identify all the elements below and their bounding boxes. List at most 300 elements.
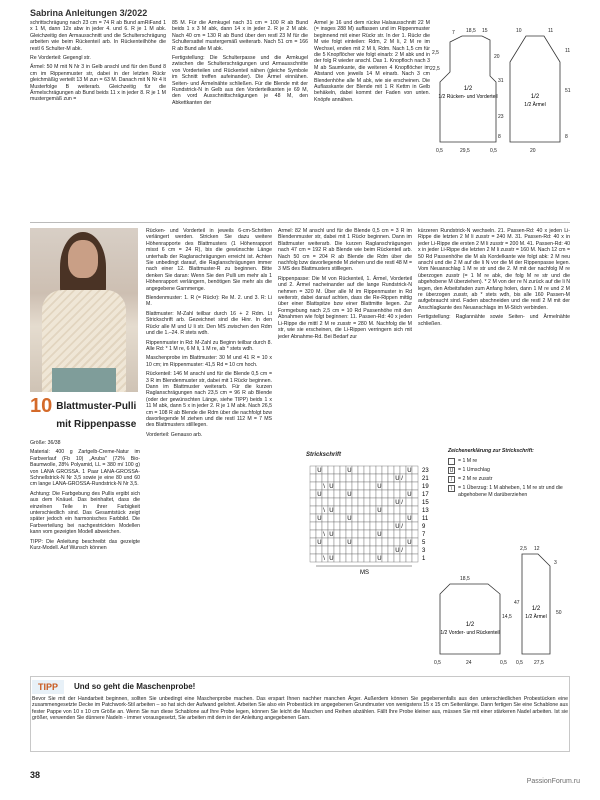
paragraph: 85 M. Für die Armkugel nach 31 cm = 100 R ab Bund beids 1 x 3 M abk, dann 14 x in jeder 2. R je 2 M abk. Nach 40 cm = 130 R ab Bund über den restl 23 M für die Schultersattel mustergemäß weiterarb. Nach 51 cm = 166 R ab Bund alle M abk.	[172, 20, 308, 52]
chart-cell	[346, 554, 352, 562]
chart-symbol: U	[377, 484, 382, 491]
chart-cell	[364, 514, 370, 522]
chart-cell	[316, 530, 322, 538]
chart-cell	[364, 482, 370, 490]
chart-cell	[382, 522, 388, 530]
chart-cell	[406, 546, 412, 554]
chart-cell	[310, 546, 316, 554]
bottom-spacer	[278, 582, 412, 672]
chart-cell	[352, 554, 358, 562]
dim: 50	[556, 610, 562, 616]
dim: 18,5	[460, 576, 470, 582]
chart-symbol: U	[377, 556, 382, 563]
chart-symbol: U	[377, 508, 382, 515]
yarn-over-symbol-icon: U	[449, 467, 454, 474]
model-photo	[30, 228, 138, 392]
chart-cell	[382, 554, 388, 562]
chart-cell	[376, 466, 382, 474]
paragraph: Ärmel je 16 und dem rückw Halsausschnitt 22 M (= insges 288 M) auffassen und im Rippenmuster beginnend mit einer Rückr str. In der 1. Rückr die M wie folgt einteilen: Rdm, 2 M li, 2 M re im Wechsel, enden mit 2 M li, Rdm. Nach 1,5 cm für die 5 Knopflöcher wie folgt einarb: 2 M abk und in der folg R wieder anschl. Das 1. Knopfloch nach 3 M ab Saumkante, die weiteren 4 Knopflöcher im Abstand von jeweils 14 M einarb. Nach 3 cm Blendenhöhe alle M abk, wie sie erscheinen. Die Auflasskante der Blende mit 1 R Kettm in Gelb behäkeln, dabei kommt der Faden von unten. Knöpfe annähen.	[314, 20, 430, 103]
legend-text: = 1 M re	[458, 458, 478, 465]
chart-cell	[334, 466, 340, 474]
chart-cell	[310, 498, 316, 506]
chart-cell	[388, 530, 394, 538]
paragraph: Rippenpasse: Die M von Rückenteil, 1. Ärmel, Vorderteil und 2. Ärmel nacheinander auf die lange Rundstrick-N nehmen = 320 M. Über alle M im Rippenmuster in Rd weiterstr, dabei darauf achten, dass die Re-Rippen mittig über einer Blattspitze bzw einer Blattmitte liegen. Zur Formgebung nach 2,5 cm = 10 Rd Passenhöhe mit den Abnahmen wie folgt beginnen: 11. Passen-Rd: 40 x jeden Li-Rippe die mittl 2 M re zusstr = 280 M. Nachfolg die M str, wie sie erscheinen, die Li-Rippen verringern sich mit jeder Abnahme-Rd. Bei Bedarf zur	[278, 275, 412, 340]
chart-cell	[328, 474, 334, 482]
chart-cell	[382, 538, 388, 546]
chart-cell	[364, 538, 370, 546]
chart-cell	[406, 554, 412, 562]
tip-text: Bevor Sie mit der Handarbeit beginnen, sollten Sie unbedingt eine Maschenprobe machen. Das erspart Ihnen nachher manchen Ärger. Außerdem können Sie gegebenenfalls aus den unterschiedlichen Probestücken eine zusammengesetzte Decke im Patchwork-Stil arbeiten – so hat sich der Aufwand gelohnt. Arbeiten Sie also ein Probestück im angegebenen Grundmuster von wenigstens 15 x 15 cm Seitenlänge. Dann fertigen Sie eine Schablone aus fester Pappe von 10 x 10 cm Größe an. Wenn Sie nun diese Schablone auf Ihre Probe legen, können Sie leicht die Maschen und Reihen abzählen. Fällt Ihre Probe kleiner aus, müssen Sie mit einer stärkeren Nadel arbeiten. Ist sie größer, verwenden Sie dünnere Nadeln - immer vorausgesetzt, Sie arbeiten mit dem in der Anleitung angegebenen Garn.	[32, 696, 568, 722]
chart-symbol: \	[323, 556, 325, 563]
chart-cell	[412, 554, 418, 562]
chart-cell	[388, 490, 394, 498]
chart-cell	[388, 482, 394, 490]
chart-cell	[388, 538, 394, 546]
chart-row-label: 13	[422, 508, 429, 514]
chart-symbol: U	[395, 500, 400, 507]
chart-cell	[322, 490, 328, 498]
schematic-top	[430, 22, 580, 182]
chart-cell	[358, 490, 364, 498]
project-name: Blattmuster-Pulli mit Rippenpasse	[56, 401, 137, 430]
chart-cell	[310, 474, 316, 482]
chart-cell	[322, 474, 328, 482]
dim: 18,5	[466, 28, 476, 34]
chart-cell	[412, 514, 418, 522]
chart-row-label: 1	[422, 556, 426, 562]
chart-cell	[334, 538, 340, 546]
dim: 0,5	[500, 660, 507, 666]
dim: 15	[482, 28, 488, 34]
chart-cell	[406, 530, 412, 538]
chart-symbol: U	[347, 492, 352, 499]
chart-cell	[370, 506, 376, 514]
chart-cell	[340, 466, 346, 474]
chart-cell	[334, 490, 340, 498]
chart-symbol: U	[329, 484, 334, 491]
chart-cell	[400, 554, 406, 562]
chart-cell	[382, 498, 388, 506]
chart-cell	[370, 466, 376, 474]
legend-item	[448, 458, 570, 465]
chart-cell	[370, 474, 376, 482]
chart-cell	[412, 546, 418, 554]
chart-cell	[334, 514, 340, 522]
chart-cell	[358, 530, 364, 538]
chart-cell	[394, 514, 400, 522]
instructions-column-2	[278, 228, 412, 448]
chart-cell	[370, 522, 376, 530]
chart-cell	[352, 546, 358, 554]
chart-cell	[370, 490, 376, 498]
project-number: 10	[30, 395, 53, 417]
chart-cell	[340, 490, 346, 498]
chart-cell	[334, 530, 340, 538]
chart-cell	[316, 474, 322, 482]
page-number: 38	[30, 770, 41, 780]
chart-symbol: U	[407, 492, 412, 499]
body-label: 1/2	[465, 622, 475, 628]
chart-cell	[400, 538, 406, 546]
chart-cell	[406, 474, 412, 482]
chart-cell	[346, 482, 352, 490]
chart-cell	[328, 498, 334, 506]
paragraph: Fertigstellung: Die Schulterpasse und die Armkugel zwischen die Schulterschrägungen und Armausschnitte von Vorderteilen und Rückenteil nähen (gleiche Symbole im Schnitt treffen aufeinander). Die Ärmel einnähen. Seiten- und Ärmelnähte schließen. Für die Blende mit der Rundstrick-N in Gelb aus den Vorderteilkanten je 69 M, den vord Ausschnittschrägungen je 48 M, den Abkettkanten der	[172, 55, 308, 106]
dim: 7	[452, 30, 455, 36]
chart-cell	[352, 474, 358, 482]
chart-cell	[388, 514, 394, 522]
instructions-column-1	[146, 228, 272, 672]
chart-symbol: U	[329, 532, 334, 539]
chart-cell	[376, 474, 382, 482]
chart-cell	[340, 538, 346, 546]
chart-cell	[358, 466, 364, 474]
top-text-column-1	[30, 20, 166, 220]
chart-cell	[316, 546, 322, 554]
chart-cell	[394, 466, 400, 474]
chart-cell	[400, 506, 406, 514]
paragraph: Rückenteil: 146 M anschl und für die Blende 0,5 cm = 3 R im Blendenmuster str, dabei mit 1 Rückr beginnen. Dann im Blattmuster weiterarb. Für die kurzen Raglanschrägungen nach 23,5 cm = 96 R ab Blende (oder der gewünschten Länge, siehe TIPP) beids 1 x 11 M abk, dann 5 x in jeder 2. R je 1 M abk. Nach 26,5 cm = 108 R ab Blende die Rdm über die nachfolgt bzw davorliegende M ziehen und die restl 112 M = 7 MS des Blattmusters stilllegen.	[146, 371, 272, 429]
chart-cell	[370, 482, 376, 490]
chart-cell	[328, 466, 334, 474]
chart-cell	[364, 522, 370, 530]
dim: 11	[548, 28, 554, 34]
chart-row-label: 23	[422, 468, 429, 474]
chart-cell	[310, 554, 316, 562]
sleeve-label: 1/2 Ärmel	[525, 614, 547, 620]
chart-cell	[370, 538, 376, 546]
chart-cell	[328, 546, 334, 554]
dim: 22,5	[430, 66, 440, 72]
chart-cell	[382, 466, 388, 474]
chart-cell	[400, 514, 406, 522]
dim: 0,5	[436, 148, 443, 154]
chart-cell	[340, 554, 346, 562]
chart-cell	[334, 506, 340, 514]
k2tog-symbol-icon: /	[448, 476, 455, 483]
dim: 23	[498, 114, 504, 120]
chart-cell	[370, 514, 376, 522]
chart-cell	[358, 506, 364, 514]
chart-cell	[358, 538, 364, 546]
chart-cell	[340, 530, 346, 538]
chart-row-label: 3	[422, 548, 426, 554]
chart-cell	[334, 554, 340, 562]
chart-symbol: U	[317, 492, 322, 499]
chart-cell	[358, 522, 364, 530]
paragraph: Blattmuster: M-Zahl teilbar durch 16 + 2 Rdm. Lt Strickschrift arb. Gezeichnet sind die Hinr. In den Rückr alle M und U li str. Den MS zwischen den Rdm und die 1.–24. R stets wdh.	[146, 310, 272, 337]
chart-symbol: /	[401, 500, 403, 507]
chart-symbol: U	[407, 540, 412, 547]
chart-cell	[382, 490, 388, 498]
chart-cell	[334, 522, 340, 530]
chart-cell	[340, 514, 346, 522]
chart-symbol: U	[395, 548, 400, 555]
chart-cell	[388, 522, 394, 530]
chart-cell	[394, 530, 400, 538]
chart-cell	[400, 530, 406, 538]
chart-cell	[352, 482, 358, 490]
chart-cell	[370, 530, 376, 538]
chart-cell	[376, 522, 382, 530]
chart-cell	[412, 506, 418, 514]
chart-cell	[382, 530, 388, 538]
paragraph: Fertigstellung: Raglannähte sowie Seiten- und Ärmelnähte schließen.	[418, 314, 570, 327]
chart-cell	[334, 546, 340, 554]
chart-symbol: /	[401, 476, 403, 483]
chart-cell	[388, 498, 394, 506]
chart-cell	[412, 482, 418, 490]
chart-cell	[376, 514, 382, 522]
chart-cell	[364, 546, 370, 554]
chart-cell	[316, 522, 322, 530]
chart-cell	[376, 498, 382, 506]
chart-cell	[328, 538, 334, 546]
legend-item	[448, 467, 570, 474]
chart-symbol: U	[347, 540, 352, 547]
chart-cell	[382, 506, 388, 514]
instructions-column-3	[418, 228, 570, 448]
chart-cell	[370, 546, 376, 554]
chart-cell	[352, 490, 358, 498]
chart-cell	[340, 482, 346, 490]
dim: 51	[565, 88, 571, 94]
chart-cell	[358, 474, 364, 482]
chart-cell	[388, 506, 394, 514]
paragraph: schrittschrägung nach 23 cm = 74 R ab Bund amRiFand 1 x 1 M, dann 12x abw in jeder 4. und 6. R je 1 M abk. Gleichzeitig den Armausschnitt und die Schulterschrägung arbeiten wie beim Rückenteil arb. In Rückenteilhöhe die restl 6 Schulter-M abk.	[30, 20, 166, 52]
dim: 24	[466, 660, 472, 666]
chart-cell	[322, 514, 328, 522]
chart-cell	[376, 538, 382, 546]
chart-cell	[358, 482, 364, 490]
chart-cell	[388, 466, 394, 474]
chart-cell	[322, 498, 328, 506]
chart-cell	[334, 474, 340, 482]
sleeve-label: 1/2	[531, 606, 541, 612]
chart-row-label: 19	[422, 484, 429, 490]
chart-row-label: 21	[422, 476, 429, 482]
paragraph: kürzeren Rundstrick-N wechseln. 21. Passen-Rd: 40 x jeden Li-Rippe die letzten 2 M li zusstr = 240 M. 31. Passen-Rd: 40 x in jeder Li-Rippe die ersten 2 M li zusstr = 200 M. 41. Passen-Rd: 40 x in jeder Li-Rippe die letzten 2 M li zusstr = 160 M. Nach 12 cm = 50 Rd Passenhöhe die M als Kordelkante wie folgt abk: 2 M neu anschl und die 2 M auf die li N vor die M der Rippenpasse legen. Vom Neuanschlag 1 M re str und die 2. M mit der nachfolg M re überzogen zusstr (= 1 M re abk, die folg M re str und die abgehobene M überziehen). * 2 M von der re N zurück auf die li N legen, den Arbeitsfaden zum Anfang holen, dann 1 M re und 2 M re überzogen zusstr, ab * stets wdh, bis alle 160 Passen-M aufgebraucht sind. Faden abschneiden und die restl 2 M mit der Anschlagkante des Neuanschlags im M-Stich verbinden.	[418, 228, 570, 311]
chart-cell	[364, 474, 370, 482]
chart-symbol: U	[329, 556, 334, 563]
chart-symbol: U	[317, 516, 322, 523]
chart-cell	[412, 498, 418, 506]
materials-column	[30, 440, 140, 672]
chart-cell	[394, 490, 400, 498]
chart-cell	[388, 474, 394, 482]
chart-cell	[352, 514, 358, 522]
chart-cell	[328, 490, 334, 498]
dim: 11	[565, 48, 571, 54]
chart-cell	[340, 546, 346, 554]
dim: 3	[554, 560, 557, 566]
chart-cell	[364, 506, 370, 514]
paragraph: Material: 400 g Zartgelb-Creme-Natur im Farbverlauf (Fb 10) „Aruba" (72% Bio-Baumwolle, 28% Polyamid, LL = 380 m/ 100 g) von LANA GROSSA. 1 Paar LANA-GROSSA-Schnellstrick-N Nr 3,5 sowie je eine 80 und 60 cm lange LANA-GROSSA-Rundstrick-N Nr 3,5.	[30, 449, 140, 488]
dim: 14,5	[502, 614, 512, 620]
schematic-bottom	[430, 544, 570, 670]
chart-cell	[412, 466, 418, 474]
chart-cell	[370, 554, 376, 562]
chart-cell	[310, 514, 316, 522]
dim: 10	[516, 28, 522, 34]
dim: 20	[494, 54, 500, 60]
chart-cell	[394, 506, 400, 514]
chart-cell	[382, 514, 388, 522]
chart-cell	[340, 506, 346, 514]
chart-cell	[352, 522, 358, 530]
chart-cell	[322, 466, 328, 474]
chart-cell	[340, 474, 346, 482]
chart-symbol: U	[377, 532, 382, 539]
chart-cell	[346, 474, 352, 482]
knitting-chart	[306, 462, 440, 580]
chart-cell	[316, 482, 322, 490]
dim: 8	[498, 134, 501, 140]
dim: 0,5	[516, 660, 523, 666]
chart-cell	[364, 530, 370, 538]
dim: 8	[565, 134, 568, 140]
dim: 31	[498, 78, 504, 84]
knit-symbol-icon	[448, 458, 455, 465]
chart-cell	[352, 466, 358, 474]
chart-cell	[382, 482, 388, 490]
legend-title: Zeichenerklärung zur Strickschrift:	[448, 448, 534, 454]
chart-cell	[352, 498, 358, 506]
chart-cell	[364, 554, 370, 562]
chart-symbol: U	[395, 524, 400, 531]
magazine-header: Sabrina Anleitungen 3/2022	[30, 8, 148, 18]
paragraph: Rücken- und Vorderteil in jeweils 6-cm-Schritten verlängert werden. Stricken Sie dazu weitere Höhenrapporte des Blattmusters (1 Höhenrapport misst 6 cm = 24 R), bis die gewünschte Länge unterhalb der Raglanschrägungen erreicht ist. Achten Sie unbedingt darauf, die Raglanschrägungen immer nach einer 12. Blattmuster-R zu beginnen. Bitte denken Sie daran: Wenn Sie den Pulli um mehr als 1 Höhenrapport verlängern, benötigen Sie mehr als die angegebene Garnmenge.	[146, 228, 272, 292]
dim: 0,5	[490, 148, 497, 154]
chart-cell	[316, 506, 322, 514]
chart-cell	[406, 506, 412, 514]
chart-symbol: U	[395, 476, 400, 483]
legend-text: = 1 Umschlag	[458, 467, 490, 474]
chart-row-label: 5	[422, 540, 426, 546]
chart-cell	[322, 538, 328, 546]
chart-cell	[334, 482, 340, 490]
back-panel-label: 1/2	[463, 86, 473, 92]
chart-cell	[352, 506, 358, 514]
chart-cell	[394, 482, 400, 490]
chart-cell	[382, 546, 388, 554]
chart-row-label: 15	[422, 500, 429, 506]
legend-item	[448, 476, 570, 483]
dim: 2,5	[432, 50, 439, 56]
tip-heading: Und so geht die Maschenprobe!	[74, 682, 196, 691]
chart-cell	[406, 482, 412, 490]
chart-symbol: \	[323, 508, 325, 515]
chart-cell	[406, 522, 412, 530]
paragraph: Rippenmuster in Rd: M-Zahl zu Beginn teilbar durch 8. Alle Rd: * 1 M re, 6 M li, 1 M re, ab * stets wdh.	[146, 339, 272, 352]
chart-legend	[448, 448, 570, 538]
chart-cell	[340, 498, 346, 506]
chart-symbol: /	[401, 548, 403, 555]
chart-cell	[376, 546, 382, 554]
tip-badge: TIPP	[32, 680, 64, 694]
paragraph: Größe: 36/38	[30, 440, 61, 446]
chart-cell	[340, 522, 346, 530]
chart-cell	[346, 522, 352, 530]
chart-cell	[310, 538, 316, 546]
paragraph: Re Vorderteil: Gegengl str.	[30, 55, 91, 62]
chart-cell	[358, 554, 364, 562]
dim: 47	[514, 600, 520, 606]
project-title	[30, 396, 140, 432]
chart-cell	[316, 554, 322, 562]
chart-cell	[394, 538, 400, 546]
paragraph: TIPP: Die Anleitung beschreibt das gezeigte Kurz-Modell. Auf Wunsch können	[30, 538, 140, 552]
chart-cell	[310, 530, 316, 538]
chart-cell	[412, 522, 418, 530]
chart-cell	[388, 554, 394, 562]
chart-cell	[322, 522, 328, 530]
legend-item	[448, 485, 570, 498]
dim: 20	[530, 148, 536, 154]
chart-cell	[394, 554, 400, 562]
chart-symbol: U	[317, 540, 322, 547]
chart-cell	[358, 498, 364, 506]
chart-symbol: U	[347, 468, 352, 475]
dim: 12	[534, 546, 540, 552]
chart-cell	[376, 490, 382, 498]
back-panel-label: 1/2 Rücken- und Vorderteil	[438, 94, 498, 100]
chart-cell	[334, 498, 340, 506]
chart-row-label: 11	[422, 516, 429, 522]
chart-symbol: U	[407, 468, 412, 475]
chart-cell	[352, 538, 358, 546]
legend-text: = 1 Überzug: 1 M abheben, 1 M re str und die abgehobene M darüberziehen	[458, 485, 563, 498]
chart-cell	[328, 514, 334, 522]
chart-cell	[406, 498, 412, 506]
chart-cell	[364, 490, 370, 498]
chart-cell	[346, 530, 352, 538]
chart-cell	[358, 546, 364, 554]
chart-cell	[400, 482, 406, 490]
chart-symbol: U	[317, 468, 322, 475]
top-text-column-2	[172, 20, 308, 220]
chart-cell	[316, 498, 322, 506]
chart-symbol: \	[323, 532, 325, 539]
sleeve-label: 1/2	[530, 94, 540, 100]
paragraph: Blendenmuster: 1. R (= Rückr): Re M. 2. und 3. R: Li M.	[146, 295, 272, 308]
chart-cell	[310, 506, 316, 514]
chart-cell	[310, 490, 316, 498]
chart-cell	[400, 466, 406, 474]
chart-cell	[310, 482, 316, 490]
chart-cell	[322, 546, 328, 554]
chart-cell	[310, 466, 316, 474]
chart-cell	[412, 530, 418, 538]
watermark: PassionForum.ru	[526, 778, 580, 785]
chart-cell	[412, 474, 418, 482]
chart-cell	[346, 498, 352, 506]
chart-symbol: \	[323, 484, 325, 491]
chart-cell	[352, 530, 358, 538]
chart-cell	[346, 546, 352, 554]
chart-cell	[412, 538, 418, 546]
chart-cell	[400, 490, 406, 498]
chart-cell	[328, 522, 334, 530]
paragraph: Vorderteil: Genauso arb.	[146, 431, 203, 438]
body-label: 1/2 Vorder- und Rückenteil	[440, 630, 500, 636]
dim: 0,5	[434, 660, 441, 666]
chart-row-label: 9	[422, 524, 426, 530]
chart-title: Strickschrift	[306, 452, 342, 458]
chart-cell	[310, 522, 316, 530]
chart-cell	[388, 546, 394, 554]
chart-cell	[412, 490, 418, 498]
